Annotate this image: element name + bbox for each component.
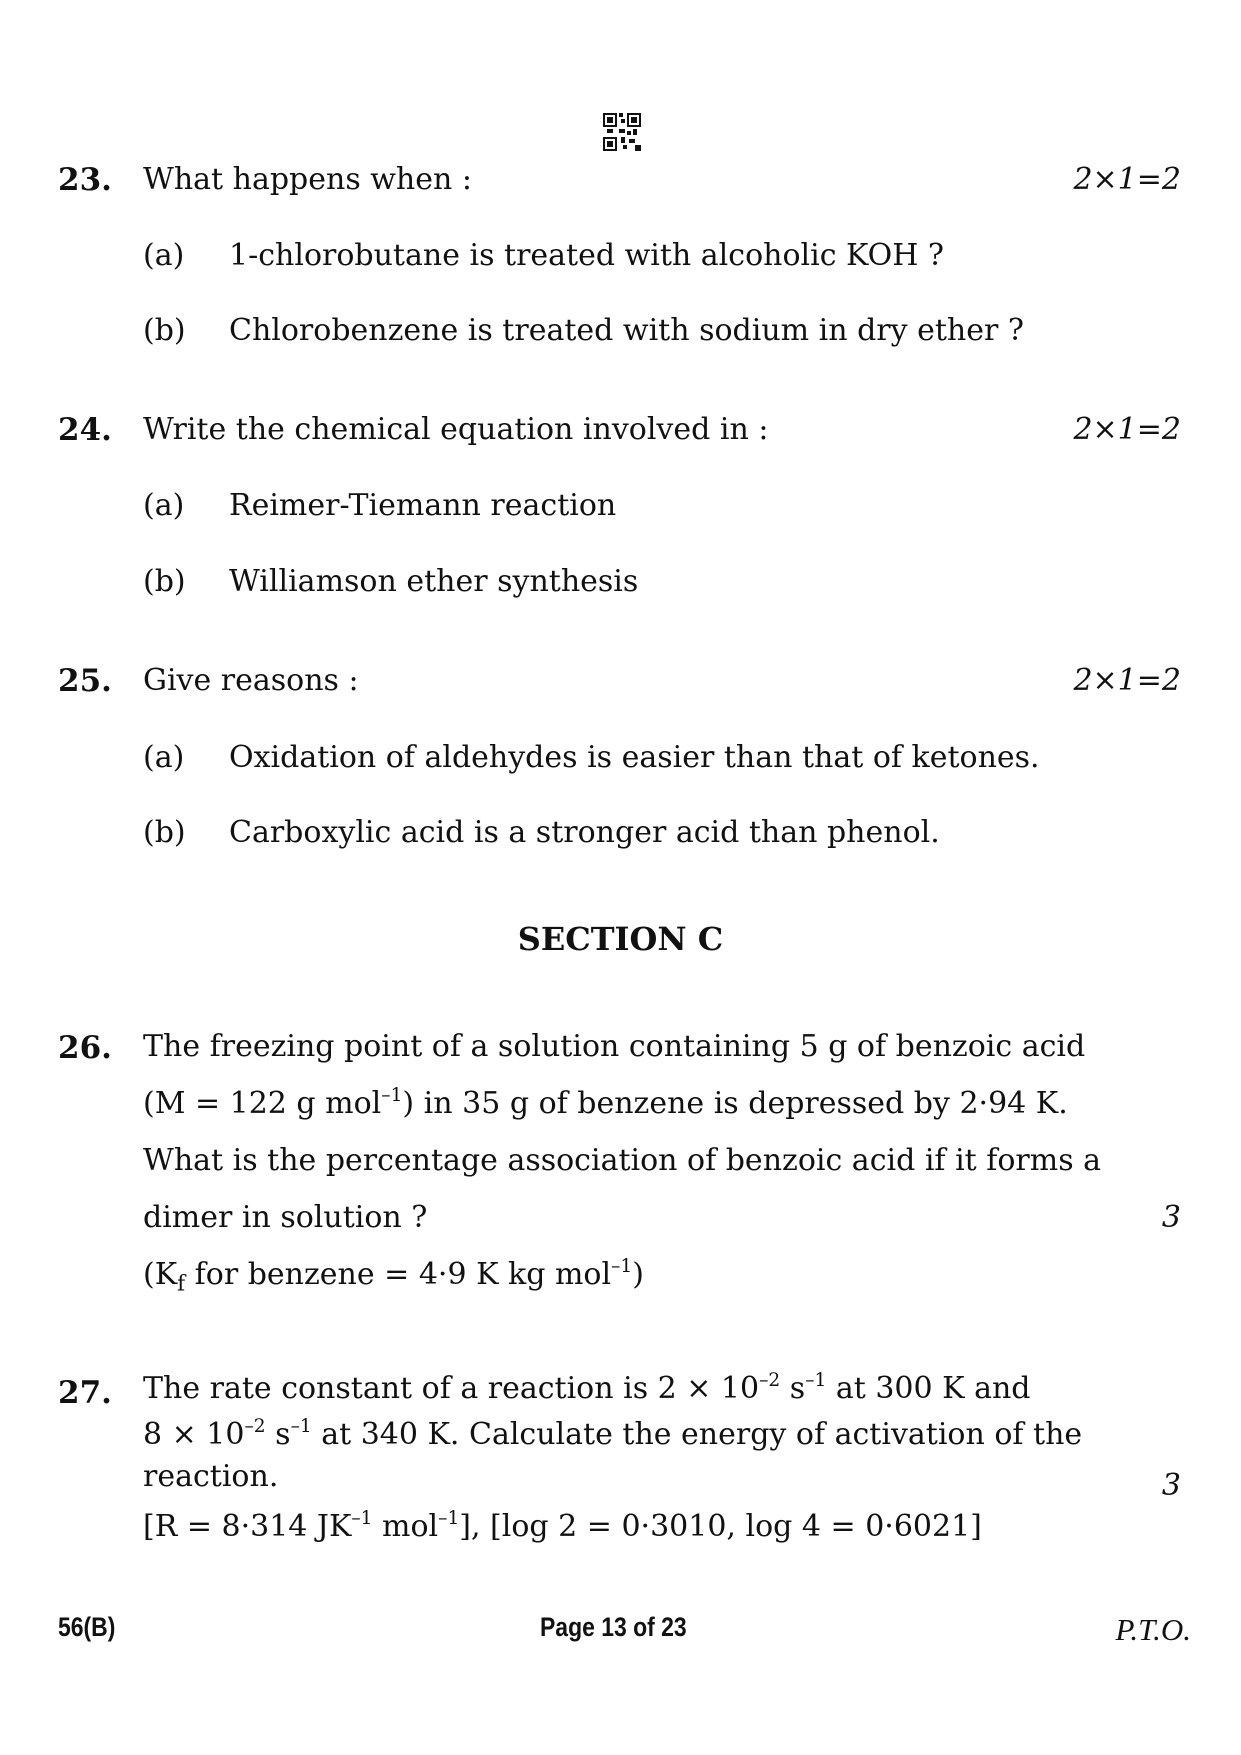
q25-number: 25. [58, 663, 112, 699]
paper-code: 56(B) [58, 1612, 116, 1642]
q23-option-b-text: Chlorobenzene is treated with sodium in dry ether ? [229, 313, 1024, 348]
q23-marks: 2×1=2 [1073, 162, 1181, 197]
pto-label: P.T.O. [1115, 1612, 1191, 1647]
q25-option-b-text: Carboxylic acid is a stronger acid than phenol. [229, 815, 940, 850]
q26-line-4: dimer in solution ? [143, 1200, 428, 1235]
q27-line-3: reaction. [143, 1459, 279, 1494]
section-heading: SECTION C [517, 920, 724, 958]
q27-line-1: The rate constant of a reaction is $2 \times 10^{-2}$ $s^{-1}$ at 300 K and [143, 1369, 1031, 1406]
q24-text: Write the chemical equation involved in : [143, 412, 769, 447]
q23-number: 23. [58, 162, 112, 198]
q26-marks: 3 [1161, 1200, 1181, 1235]
q27-line-2: $8 \times 10^{-2}$ $s^{-1}$ at 340 K. Calculate the energy of activation of the [143, 1415, 1083, 1452]
q24-option-b-text: Williamson ether synthesis [229, 564, 639, 599]
q25-option-b-label: (b) [143, 815, 186, 850]
q23-option-a-text: 1-chlorobutane is treated with alcoholic KOH ? [229, 238, 945, 273]
q26-line-1: The freezing point of a solution containing 5 g of benzoic acid [143, 1029, 1086, 1064]
q24-option-a-text: Reimer-Tiemann reaction [229, 488, 617, 523]
page-number: Page 13 of 23 [540, 1612, 687, 1642]
qr-code-icon [603, 113, 641, 151]
q24-number: 24. [58, 412, 112, 448]
q26-line-2: (M = 122 g mol$^{-1}$) in 35 g of benzene is depressed by 2·94 K. [143, 1084, 1068, 1121]
q25-option-a-label: (a) [143, 740, 185, 775]
q24-option-a-label: (a) [143, 488, 185, 523]
q26-given: ($K_f$ for benzene = 4·9 K kg mol$^{-1}$) [143, 1255, 644, 1297]
q25-option-a-text: Oxidation of aldehydes is easier than that of ketones. [229, 740, 1040, 775]
q25-marks: 2×1=2 [1073, 663, 1181, 698]
q23-option-a-label: (a) [143, 238, 185, 273]
q27-number: 27. [58, 1375, 112, 1411]
q24-marks: 2×1=2 [1073, 412, 1181, 447]
q26-body [143, 1018, 1128, 1303]
q26-number: 26. [58, 1030, 112, 1066]
q24-option-b-label: (b) [143, 564, 186, 599]
q25-text: Give reasons : [143, 663, 359, 698]
q26-line-3: What is the percentage association of benzoic acid if it forms a [143, 1143, 1102, 1178]
q23-text: What happens when : [143, 162, 472, 197]
q27-given: [R = 8·314 $JK^{-1}$ mol$^{-1}$], [log 2 = 0·3010, log 4 = 0·6021] [143, 1507, 982, 1544]
q23-option-b-label: (b) [143, 313, 186, 348]
q27-marks: 3 [1161, 1468, 1181, 1503]
q27-body [143, 1366, 1128, 1550]
